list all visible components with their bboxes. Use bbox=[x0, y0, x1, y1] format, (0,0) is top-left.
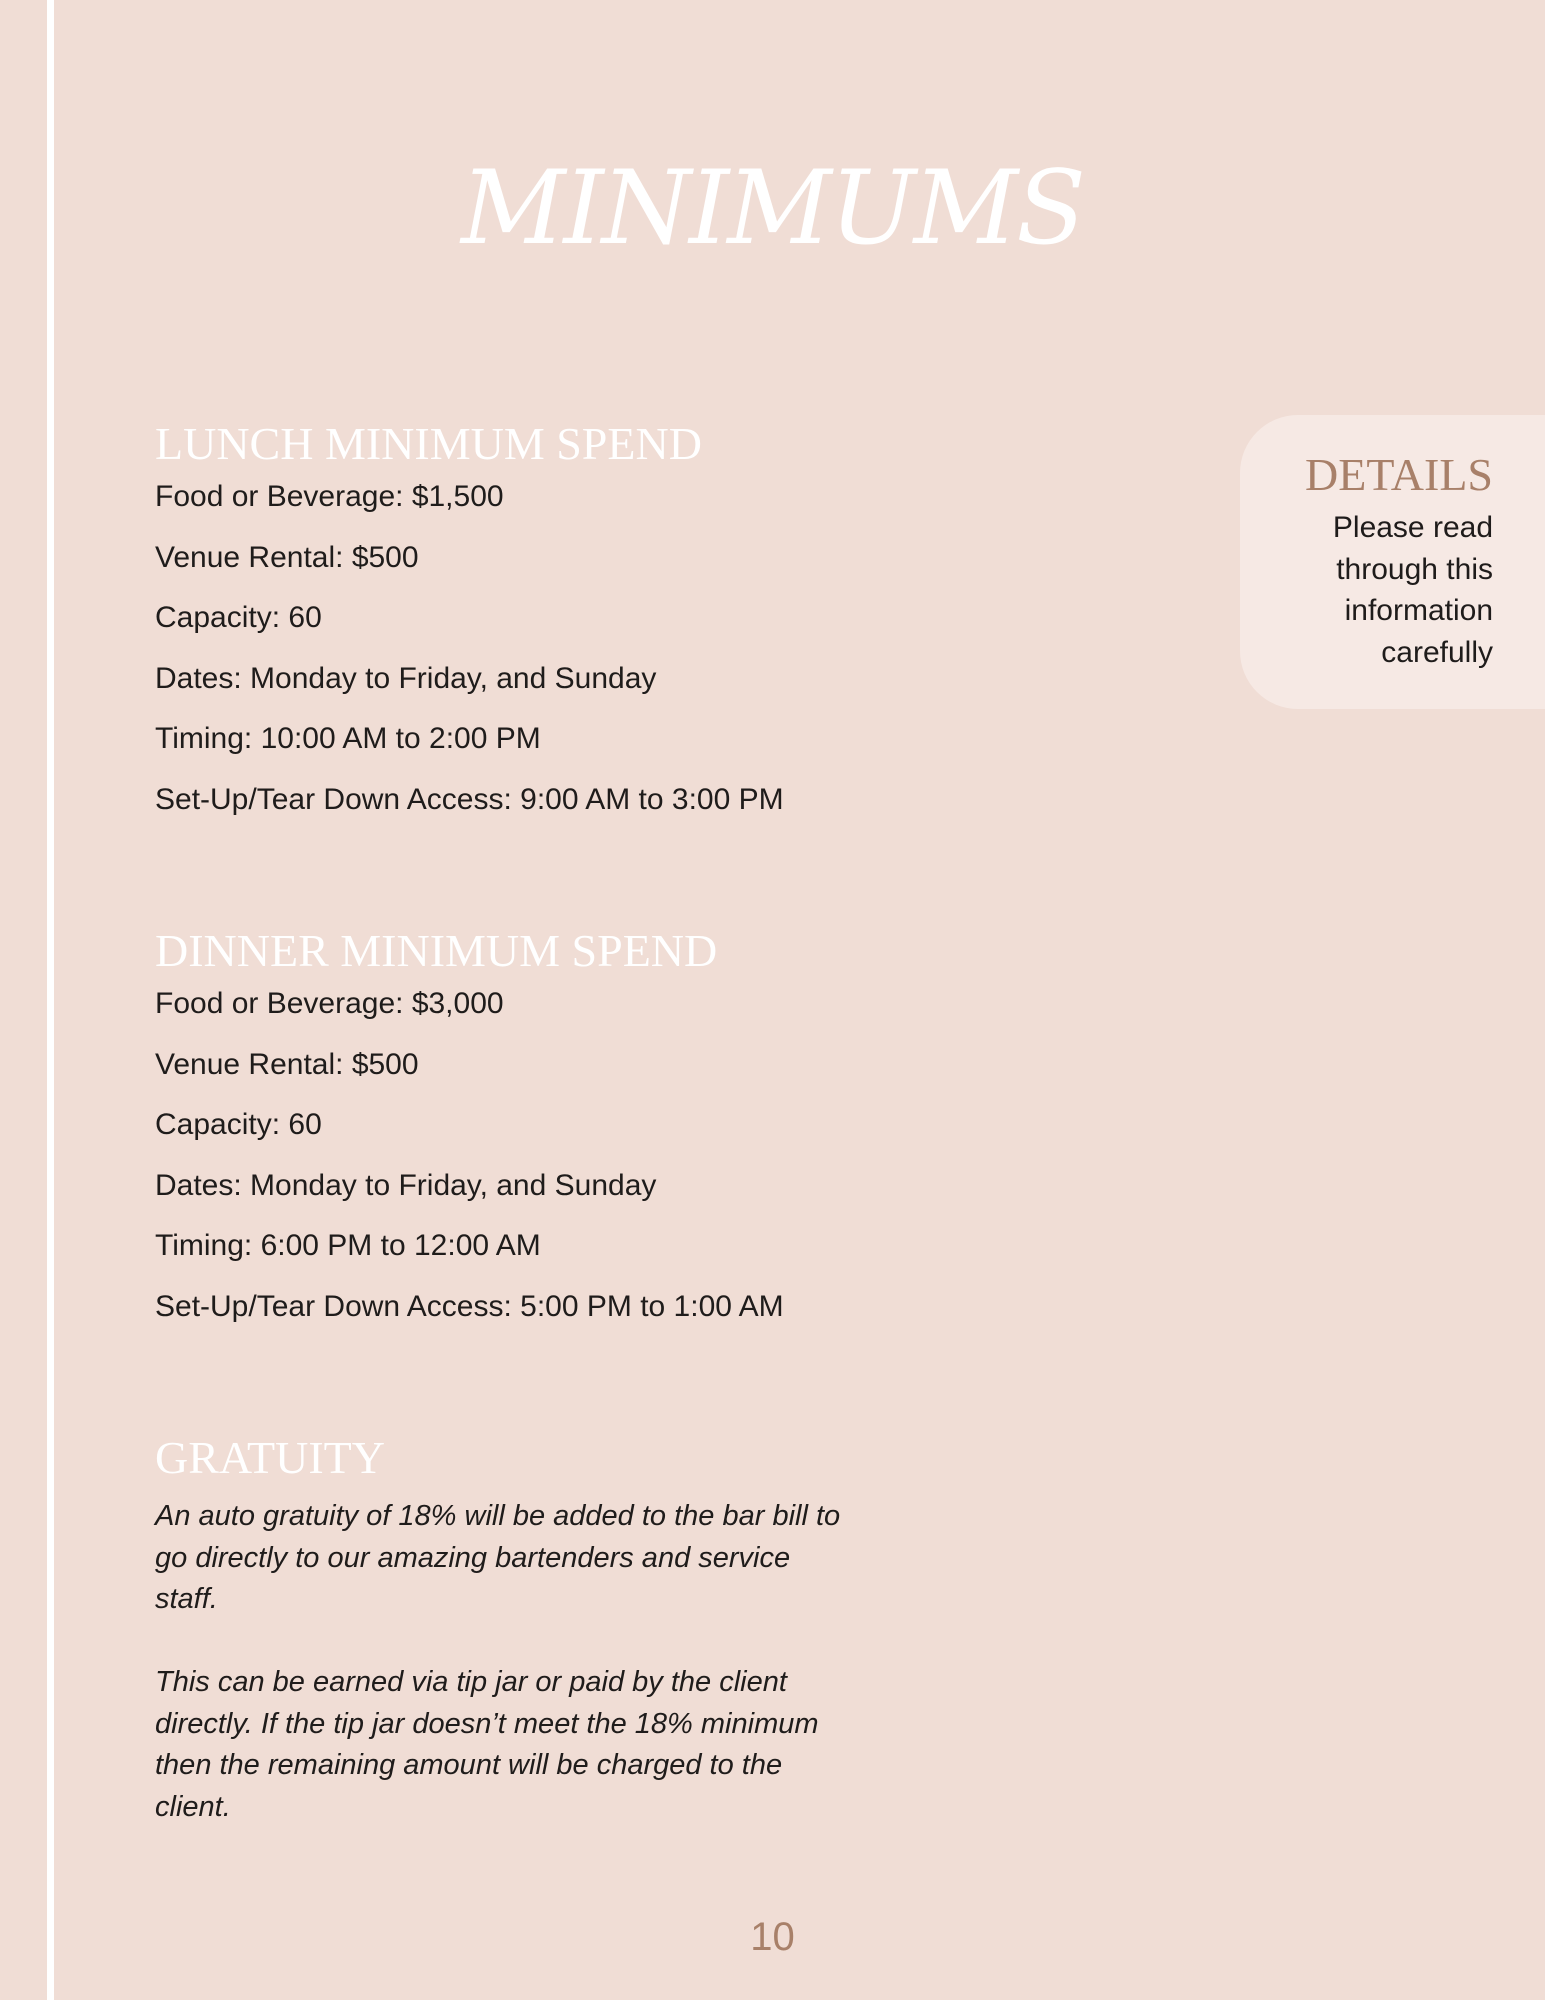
lunch-details-list bbox=[155, 479, 855, 818]
lunch-timing: Timing: 10:00 AM to 2:00 PM bbox=[155, 722, 541, 755]
gratuity-paragraph-2: This can be earned via tip jar or paid by the client directly. If the tip jar doesn’t meet the 18% minimum then the remaining amount will be charged to the client. bbox=[155, 1666, 819, 1823]
dinner-dates: Dates: Monday to Friday, and Sunday bbox=[155, 1168, 657, 1202]
details-heading: DETAILS bbox=[1305, 449, 1493, 500]
lunch-venue-rental: Venue Rental: $500 bbox=[155, 540, 419, 574]
dinner-section-heading: DINNER MINIMUM SPEND bbox=[155, 925, 718, 976]
lunch-capacity: Capacity: 60 bbox=[155, 601, 322, 634]
dinner-venue-rental: Venue Rental: $500 bbox=[155, 1047, 419, 1081]
lunch-setup-teardown: Set-Up/Tear Down Access: 9:00 AM to 3:00 PM bbox=[155, 782, 784, 816]
dinner-setup-teardown: Set-Up/Tear Down Access: 5:00 PM to 1:00 AM bbox=[155, 1289, 784, 1323]
dinner-details-list bbox=[155, 986, 855, 1325]
left-vertical-rule bbox=[47, 0, 54, 2000]
page-number: 10 bbox=[750, 1915, 795, 1959]
gratuity-section-heading: GRATUITY bbox=[155, 1432, 385, 1483]
dinner-minimum-section bbox=[155, 925, 855, 1325]
gratuity-paragraph-1: An auto gratuity of 18% will be added to the bar bill to go directly to our amazing bartenders and service staff. bbox=[155, 1500, 841, 1615]
lunch-minimum-section bbox=[155, 418, 855, 818]
lunch-food-beverage: Food or Beverage: $1,500 bbox=[155, 480, 504, 513]
page-title: MINIMUMS bbox=[461, 149, 1084, 268]
lunch-dates: Dates: Monday to Friday, and Sunday bbox=[155, 661, 657, 695]
dinner-capacity: Capacity: 60 bbox=[155, 1108, 322, 1141]
lunch-section-heading: LUNCH MINIMUM SPEND bbox=[155, 418, 702, 469]
details-text: Please read through this information carefully bbox=[1332, 511, 1493, 669]
dinner-timing: Timing: 6:00 PM to 12:00 AM bbox=[155, 1229, 541, 1262]
details-callout-card bbox=[1240, 415, 1545, 709]
dinner-food-beverage: Food or Beverage: $3,000 bbox=[155, 987, 504, 1020]
gratuity-section bbox=[155, 1432, 845, 1828]
